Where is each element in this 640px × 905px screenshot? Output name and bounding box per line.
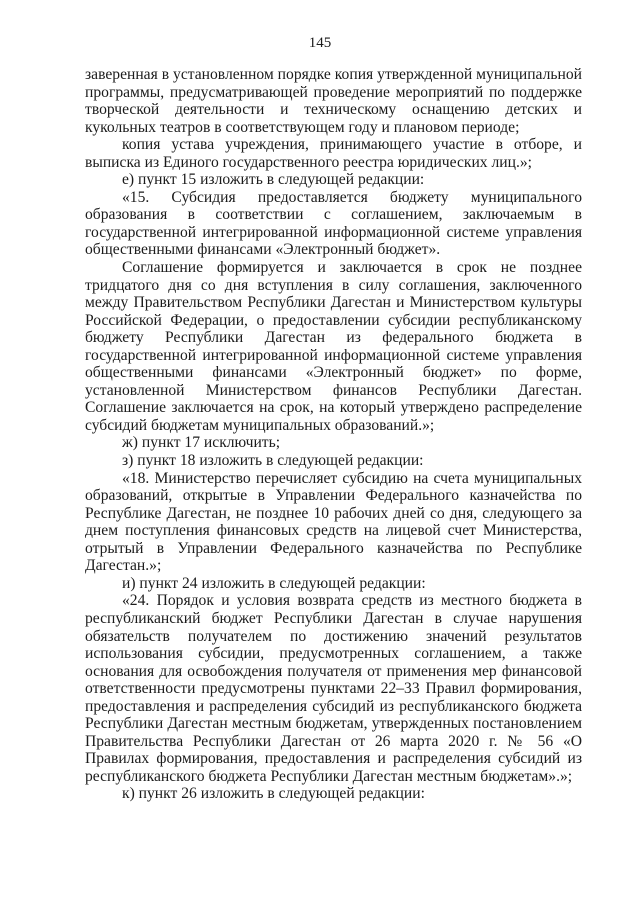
paragraph-item-18-heading: з) пункт 18 изложить в следующей редакции: [122, 452, 424, 470]
paragraph-item-15-heading: е) пункт 15 изложить в следующей редакции: [122, 171, 425, 189]
paragraph-charter-copy: копия устава учреждения, принимающего участие в отборе, и выписка из Единого государственного реестра юридических лиц.»; [85, 136, 582, 171]
page-number: 145 [308, 35, 332, 51]
document-body [85, 66, 582, 803]
paragraph-item-24-text: «24. Порядок и условия возврата средств из местного бюджета в республиканский бюджет Республики Дагестан в случае нарушения обязательств получателем по достижению значений результатов использования субсидии, предусмотренных соглашением, а также основания для освобождения получателя от применения мер финансовой ответственности предусмотрены пунктами 22–33 Правил формирования, предоставления и распределения субсидий из республиканского бюджета Республики Дагестан местным бюджетам, утвержденных постановлением Правительства Республики Дагестан от 26 марта 2020 г. № 56 «О Правилах формирования, предоставления и распределения субсидий из республиканского бюджета Республики Дагестан местным бюджетам».»; [85, 592, 582, 785]
paragraph-program-copy: заверенная в установленном порядке копия утвержденной муниципальной программы, предусматривающей проведение мероприятий по поддержке творческой деятельности и техническому оснащению детских и кукольных театров в соответствующем году и плановом периоде; [85, 66, 582, 136]
paragraph-item-26-heading: к) пункт 26 изложить в следующей редакции: [122, 785, 425, 803]
paragraph-item-24-heading: и) пункт 24 изложить в следующей редакции: [122, 574, 426, 592]
paragraph-item-15-text: «15. Субсидия предоставляется бюджету муниципального образования в соответствии с соглашением, заключаемым в государственной интегрированной информационной системе управления общественными финансами «Электронный бюджет». [85, 188, 582, 259]
paragraph-agreement-text: Соглашение формируется и заключается в срок не позднее тридцатого дня со дня вступления в силу соглашения, заключенного между Правительством Республики Дагестан и Министерством культуры Российской Федерации, о предоставлении субсидии республиканскому бюджету Республики Дагестан из федерального бюджета в государственной интегрированной информационной системе управления общественными финансами «Электронный бюджет» по форме, установленной Министерством финансов Республики Дагестан. Соглашение заключается на срок, на который утверждено распределение субсидий бюджетам муниципальных образований.»; [85, 259, 582, 434]
paragraph-item-18-text: «18. Министерство перечисляет субсидию на счета муниципальных образований, открытые в Управлении Федерального казначейства по Республике Дагестан, не позднее 10 рабочих дней со дня, следующего за днем поступления финансовых средств на лицевой счет Министерства, отрытый в Управлении Федерального казначейства по Республике Дагестан.»; [85, 469, 582, 575]
paragraph-item-17: ж) пункт 17 исключить; [122, 434, 281, 452]
